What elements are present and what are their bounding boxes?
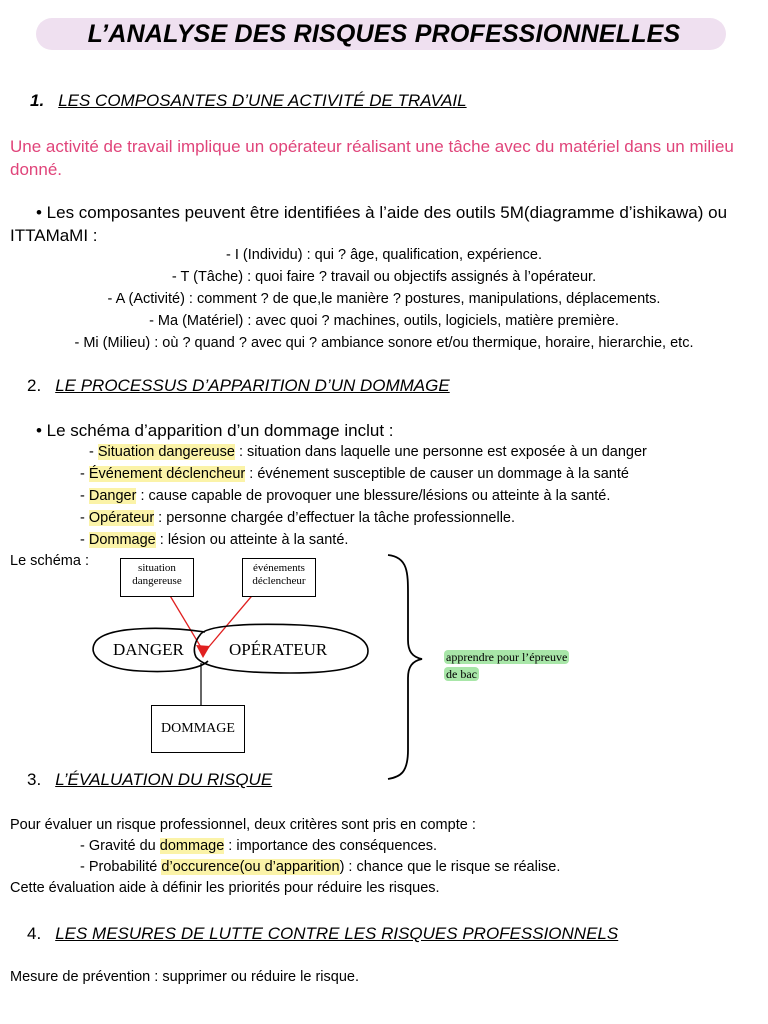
term-danger: Danger	[88, 488, 137, 504]
section-2-number: 2.	[27, 376, 42, 395]
list-item: - Gravité du dommage : importance des conséquences.	[80, 838, 438, 854]
section-1-title: LES COMPOSANTES D’UNE ACTIVITÉ DE TRAVAIL	[58, 91, 467, 110]
list-item: - T (Tâche) : quoi faire ? travail ou objectifs assignés à l’opérateur.	[171, 269, 597, 285]
section-1-bullet: • Les composantes peuvent être identifiées à l’aide des outils 5M(diagramme d’ishikawa) ou ITTAMaMI :	[10, 203, 728, 245]
list-item: - Mi (Milieu) : où ? quand ? avec qui ? ambiance sonore et/ou thermique, horaire, hierarchie, etc.	[74, 335, 694, 351]
section-2-heading	[27, 376, 450, 396]
bac-note: apprendre pour l’épreuve de bac	[446, 650, 568, 681]
page-title: L’ANALYSE DES RISQUES PROFESSIONNELLES	[87, 20, 681, 48]
schema-label: Le schéma :	[10, 553, 89, 569]
situation-dangereuse-box: situation dangereuse	[120, 558, 194, 597]
curly-brace	[388, 555, 422, 779]
dommage-box: DOMMAGE	[151, 705, 245, 753]
section-1-intro: Une activité de travail implique un opérateur réalisant une tâche avec du matériel dans un milieu donné.	[10, 137, 734, 179]
danger-label: DANGER	[113, 640, 184, 659]
list-item: - A (Activité) : comment ? de que,le manière ? postures, manipulations, déplacements.	[107, 291, 661, 307]
section-3-heading	[27, 770, 272, 790]
list-item: - Danger : cause capable de provoquer une blessure/lésions ou atteinte à la santé.	[80, 488, 611, 504]
list-item: - I (Individu) : qui ? âge, qualification, expérience.	[226, 247, 542, 263]
section-4-number: 4.	[27, 924, 42, 943]
section-3-intro: Pour évaluer un risque professionnel, deux critères sont pris en compte :	[10, 817, 476, 833]
section-3-number: 3.	[27, 770, 42, 789]
list-item: - Ma (Matériel) : avec quoi ? machines, outils, logiciels, matière première.	[149, 313, 619, 329]
term-occurence: d’occurence(ou d’apparition	[161, 859, 340, 875]
section-1-heading	[30, 91, 467, 111]
evenements-declencheur-box: événements déclencheur	[242, 558, 316, 597]
term-operateur: Opérateur	[88, 510, 155, 526]
list-item: - Probabilité d’occurence(ou d’apparition) : chance que le risque se réalise.	[80, 859, 561, 875]
section-4-text: Mesure de prévention : supprimer ou réduire le risque.	[10, 969, 359, 985]
term-dommage-2: dommage	[159, 838, 225, 854]
term-situation-dangereuse: Situation dangereuse	[97, 444, 235, 460]
list-item: - Événement déclencheur : événement susceptible de causer un dommage à la santé	[80, 466, 629, 482]
operateur-label: OPÉRATEUR	[229, 640, 328, 659]
term-evenement-declencheur: Événement déclencheur	[88, 466, 246, 482]
list-item: - Dommage : lésion ou atteinte à la santé.	[80, 532, 349, 548]
risk-diagram	[0, 545, 768, 785]
intersection-marker	[196, 645, 210, 658]
section-3-conclusion: Cette évaluation aide à définir les priorités pour réduire les risques.	[10, 880, 440, 896]
section-3-title: L’ÉVALUATION DU RISQUE	[55, 770, 273, 789]
section-2-bullet: • Le schéma d’apparition d’un dommage inclut :	[36, 421, 394, 440]
list-item: - Situation dangereuse : situation dans laquelle une personne est exposée à un danger	[89, 444, 647, 460]
section-2-title: LE PROCESSUS D’APPARITION D’UN DOMMAGE	[55, 376, 450, 395]
term-dommage: Dommage	[88, 532, 156, 548]
list-item: - Opérateur : personne chargée d’effectuer la tâche professionnelle.	[80, 510, 516, 526]
section-1-number: 1.	[30, 91, 45, 110]
section-4-title: LES MESURES DE LUTTE CONTRE LES RISQUES PROFESSIONNELS	[55, 924, 619, 943]
section-4-heading	[27, 924, 618, 944]
